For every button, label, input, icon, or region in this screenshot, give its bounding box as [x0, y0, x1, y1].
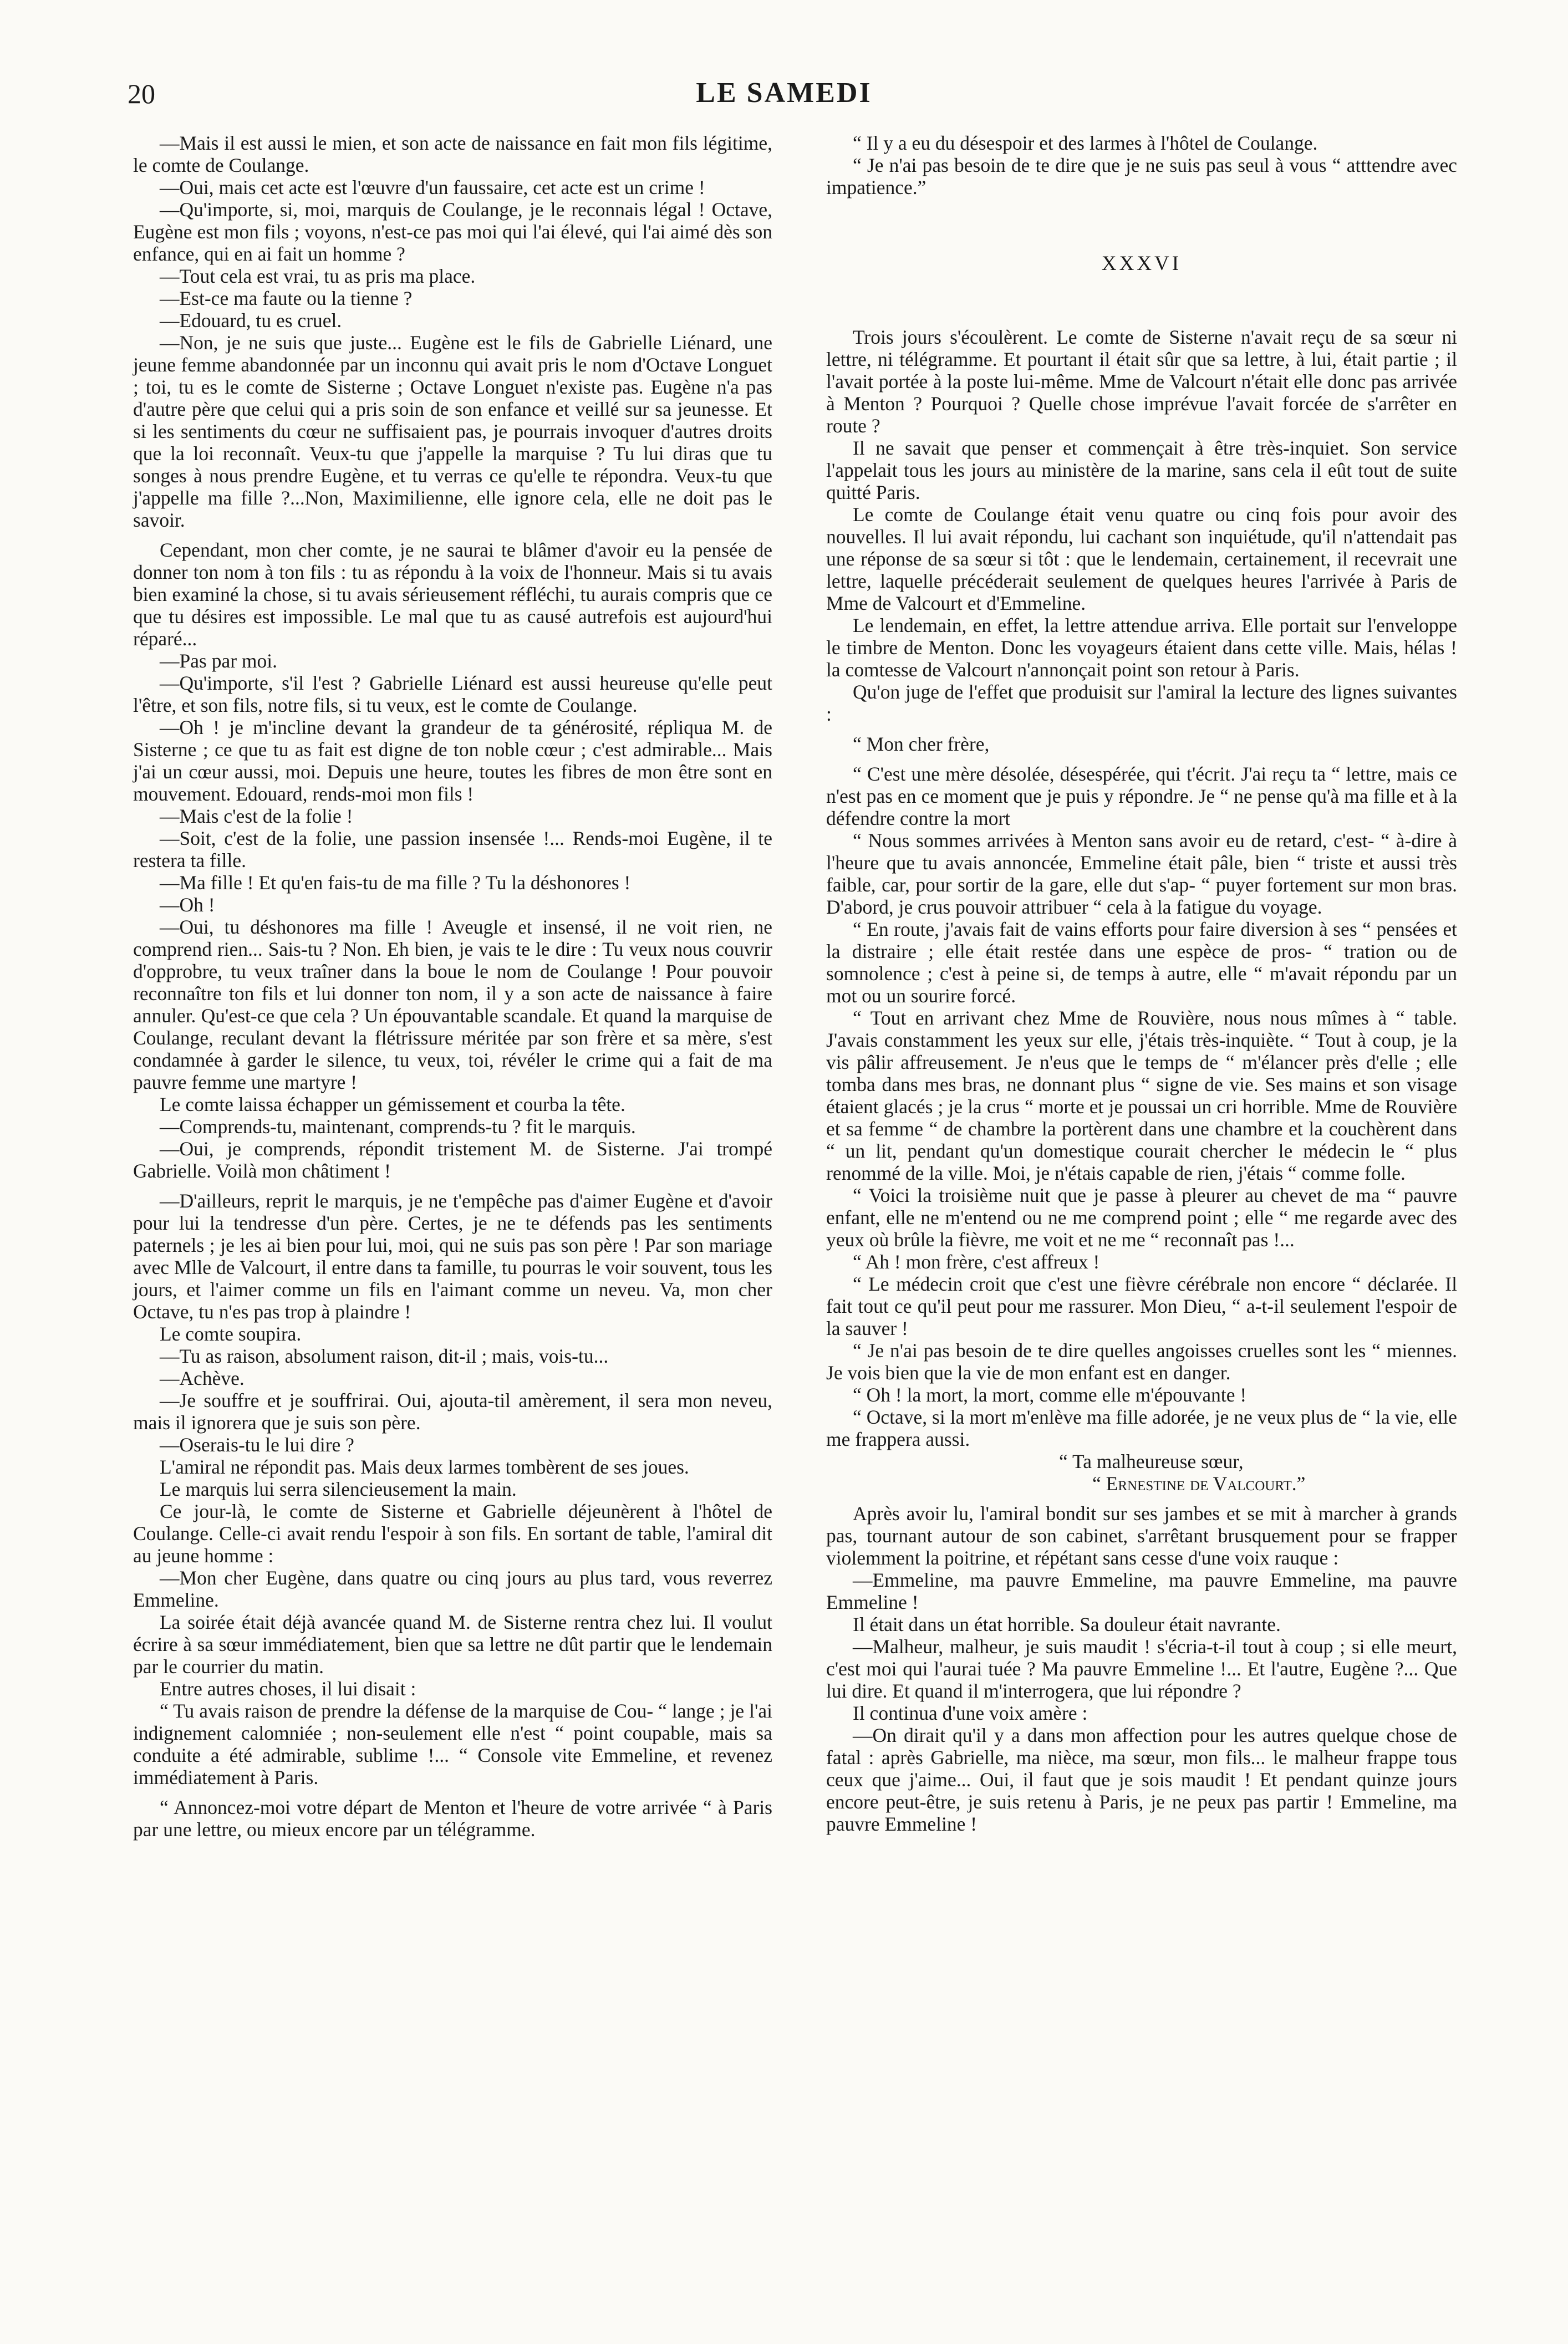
paragraph: —Oh ! je m'incline devant la grandeur de ta générosité, répliqua M. de Sisterne ; ce que tu as fait est digne de ton noble cœur ; c'est admirable... Mais j'ai un cœur aussi, moi. Depuis une heure, toutes les fibres de mon être sont en mouvement. Edouard, rends-moi mon fils ! [133, 716, 772, 805]
paragraph: Le comte laissa échapper un gémissement et courba la tête. [160, 1093, 625, 1115]
letter-paragraph: “ Oh ! la mort, la mort, comme elle m'épouvante ! [853, 1384, 1247, 1406]
chapter-heading: XXXVI [1101, 252, 1182, 275]
paragraph: —Soit, c'est de la folie, une passion insensée !... Rends-moi Eugène, il te restera ta fille. [133, 827, 772, 872]
letter-paragraph: “ Je n'ai pas besoin de te dire que je ne suis pas seul à vous “ atttendre avec impatience.” [826, 154, 1457, 198]
letter-salutation: “ Mon cher frère, [853, 733, 990, 755]
paragraph: Il ne savait que penser et commençait à être très-inquiet. Son service l'appelait tous les jours au ministère de la marine, sans cela il eût tout de suite quitté Paris. [826, 437, 1457, 503]
paragraph: —Achève. [160, 1367, 245, 1389]
paragraph: —Ma fille ! Et qu'en fais-tu de ma fille ? Tu la déshonores ! [160, 872, 631, 894]
paragraph: —On dirait qu'il y a dans mon affection pour les autres quelque chose de fatal : après Gabrielle, ma nièce, ma sœur, mon fils... le malheur frappe tous ceux que j'aime... Oui, il faut que je sois maudit ! Et pendant quinze jours encore peut-être, je suis retenu à Paris, je ne peux pas partir ! Emmeline, ma pauvre Emmeline ! [826, 1724, 1457, 1835]
paragraph: —Mais c'est de la folie ! [160, 805, 353, 827]
running-title: LE SAMEDI [696, 77, 872, 109]
right-column [826, 132, 1457, 1835]
letter-paragraph: “ Annoncez-moi votre départ de Menton et l'heure de votre arrivée “ à Paris par une lettre, ou mieux encore par un télégramme. [133, 1796, 772, 1841]
paragraph: —D'ailleurs, reprit le marquis, je ne t'empêche pas d'aimer Eugène et d'avoir pour lui la tendresse d'un père. Certes, je ne te défends pas les sentiments paternels ; je les ai bien pour lui, moi, qui ne suis pas son père ! Par son mariage avec Mlle de Valcourt, il entre dans ta famille, tu pourras le voir souvent, tous les jours, et l'aimer comme un fils en l'aimant comme un neveu. Va, mon cher Octave, tu n'es pas trop à plaindre ! [133, 1190, 772, 1323]
paragraph: —Tu as raison, absolument raison, dit-il ; mais, vois-tu... [160, 1345, 609, 1367]
paragraph: —Oui, mais cet acte est l'œuvre d'un faussaire, cet acte est un crime ! [160, 176, 705, 198]
left-column [133, 132, 772, 1841]
paragraph: —Qu'importe, s'il l'est ? Gabrielle Liénard est aussi heureuse qu'elle peut l'être, et son fils, notre fils, si tu veux, est le comte de Coulange. [133, 672, 772, 716]
page-number: 20 [128, 78, 155, 109]
letter-signature: “ Ernestine de Valcourt.” [1092, 1472, 1306, 1495]
letter-paragraph: “ Le médecin croit que c'est une fièvre cérébrale non encore “ déclarée. Il fait tout ce qu'il peut pour me rassurer. Mon Dieu, “ a-t-il seulement l'espoir de la sauver ! [826, 1273, 1457, 1339]
letter-closing: “ Ta malheureuse sœur, [1059, 1450, 1244, 1472]
paragraph: Qu'on juge de l'effet que produisit sur l'amiral la lecture des lignes suivantes : [826, 681, 1457, 725]
paragraph: Cependant, mon cher comte, je ne saurai te blâmer d'avoir eu la pensée de donner ton nom à ton fils : tu as répondu à la voix de l'honneur. Mais si tu avais bien examiné la chose, si tu avais sérieusement réfléchi, tu aurais compris que ce que tu désires est impossible. Le mal que tu as causé autrefois est aujourd'hui réparé... [133, 539, 772, 650]
paragraph: —Tout cela est vrai, tu as pris ma place. [160, 265, 476, 287]
letter-paragraph: “ Il y a eu du désespoir et des larmes à l'hôtel de Coulange. [853, 132, 1318, 154]
paragraph: La soirée était déjà avancée quand M. de Sisterne rentra chez lui. Il voulut écrire à sa sœur immédiatement, bien que sa lettre ne dût partir que le lendemain par le courrier du matin. [133, 1611, 772, 1678]
letter-paragraph: “ Voici la troisième nuit que je passe à pleurer au chevet de ma “ pauvre enfant, elle ne m'entend ou ne me comprend point ; elle “ me regarde avec des yeux où brûle la fièvre, me voit et ne me “ reconnaît pas !... [826, 1184, 1457, 1251]
letter-paragraph: “ Je n'ai pas besoin de te dire quelles angoisses cruelles sont les “ miennes. Je vois bien que la vie de mon enfant est en danger. [826, 1339, 1457, 1384]
letter-paragraph: “ En route, j'avais fait de vains efforts pour faire diversion à ses “ pensées et la distraire ; elle était restée dans une espèce de pros- “ tration ou de somnolence ; c'est à peine si, de temps à autre, elle “ m'avait répondu par un mot ou un sourire forcé. [826, 918, 1457, 1007]
letter-paragraph: “ Tu avais raison de prendre la défense de la marquise de Cou- “ lange ; je l'ai indignement calomniée ; non-seulement elle n'est “ point coupable, mais sa conduite a été admirable, sublime !... “ Console vite Emmeline, et revenez immédiatement à Paris. [133, 1700, 772, 1788]
letter-paragraph: “ Octave, si la mort m'enlève ma fille adorée, je ne veux plus de “ la vie, elle me frappera aussi. [826, 1406, 1457, 1450]
paragraph: —Est-ce ma faute ou la tienne ? [160, 287, 413, 309]
paragraph: —Non, je ne suis que juste... Eugène est le fils de Gabrielle Liénard, une jeune femme abandonnée par un inconnu qui avait pris le nom d'Octave Longuet ; toi, tu es le comte de Sisterne ; Octave Longuet n'existe pas. Eugène n'a pas d'autre père que celui qui a pris soin de son enfance et veillé sur sa jeunesse. Et si les sentiments du cœur ne suffisaient pas, je pourrais invoquer d'autres droits que la loi reconnaît. Veux-tu que j'appelle la marquise ? Tu lui diras que tu songes à nous prendre Eugène, et tu verras ce qu'elle te répondra. Veux-tu que j'appelle ma fille ?...Non, Maximilienne, elle ignore cela, elle ne doit pas le savoir. [133, 332, 772, 531]
paragraph: L'amiral ne répondit pas. Mais deux larmes tombèrent de ses joues. [160, 1456, 689, 1478]
paragraph: —Pas par moi. [160, 650, 277, 672]
paragraph: —Oui, tu déshonores ma fille ! Aveugle et insensé, il ne voit rien, ne comprend rien... Sais-tu ? Non. Eh bien, je vais te le dire : Tu veux nous couvrir d'opprobre, tu veux traîner dans la boue le nom de Coulange ! Pour pouvoir reconnaître ton fils et lui donner ton nom, il y a son acte de naissance à faire annuler. Qu'est-ce que cela ? Un épouvantable scandale. Et quand la marquise de Coulange, reculant devant la flétrissure méritée par son frère et sa mère, s'est condamnée à garder le silence, tu veux, toi, révéler le crime qui a fait de ma pauvre femme une martyre ! [133, 916, 772, 1093]
paragraph: —Je souffre et je souffrirai. Oui, ajouta-til amèrement, il sera mon neveu, mais il ignorera que je suis son père. [133, 1389, 772, 1434]
paragraph: —Comprends-tu, maintenant, comprends-tu ? fit le marquis. [160, 1115, 636, 1138]
paragraph: —Qu'importe, si, moi, marquis de Coulange, je le reconnais légal ! Octave, Eugène est mon fils ; voyons, n'est-ce pas moi qui l'ai élevé, qui l'ai aimé dès son enfance, qui en ai fait un homme ? [133, 198, 772, 265]
paragraph: —Oh ! [160, 894, 215, 916]
paragraph: Après avoir lu, l'amiral bondit sur ses jambes et se mit à marcher à grands pas, tournant autour de son cabinet, s'arrêtant brusquement pour se frapper violemment la poitrine, et répétant sans cesse d'une voix rauque : [826, 1502, 1457, 1569]
paragraph: —Mon cher Eugène, dans quatre ou cinq jours au plus tard, vous reverrez Emmeline. [133, 1567, 772, 1611]
letter-paragraph: “ Tout en arrivant chez Mme de Rouvière, nous nous mîmes à “ table. J'avais constamment les yeux sur elle, j'étais très-inquiète. “ Tout à coup, je la vis pâlir affreusement. Je n'eus que le temps de “ m'élancer près d'elle ; elle tomba dans mes bras, ne donnant plus “ signe de vie. Ses mains et son visage étaient glacés ; je la crus “ morte et je poussai un cri horrible. Mme de Rouvière et sa femme “ de chambre la portèrent dans une chambre et la couchèrent dans “ un lit, pendant qu'un domestique courait chercher le médecin le “ plus renommé de la ville. Moi, je n'étais capable de rien, j'étais “ comme folle. [826, 1007, 1457, 1184]
paragraph: Il continua d'une voix amère : [853, 1702, 1088, 1724]
paragraph: Ce jour-là, le comte de Sisterne et Gabrielle déjeunèrent à l'hôtel de Coulange. Celle-ci avait rendu l'espoir à son fils. En sortant de table, l'amiral dit au jeune homme : [133, 1500, 772, 1567]
paragraph: Trois jours s'écoulèrent. Le comte de Sisterne n'avait reçu de sa sœur ni lettre, ni télégramme. Et pourtant il était sûr que sa lettre, à lui, était partie ; il l'avait portée à la poste lui-même. Mme de Valcourt n'était elle donc pas arrivée à Menton ? Pourquoi ? Quelle chose imprévue l'avait forcée de s'arrêter en route ? [826, 326, 1457, 437]
letter-paragraph: “ Ah ! mon frère, c'est affreux ! [853, 1251, 1100, 1273]
paragraph: —Oserais-tu le lui dire ? [160, 1434, 354, 1456]
paragraph: Il était dans un état horrible. Sa douleur était navrante. [853, 1613, 1281, 1635]
paragraph: Entre autres choses, il lui disait : [160, 1678, 416, 1700]
paragraph: —Edouard, tu es cruel. [160, 309, 342, 332]
paragraph: Le comte soupira. [160, 1323, 302, 1345]
paragraph: —Malheur, malheur, je suis maudit ! s'écria-t-il tout à coup ; si elle meurt, c'est moi qui l'aurai tuée ? Ma pauvre Emmeline !... Et l'autre, Eugène ?... Que lui dire. Et quand il m'interrogera, que lui répondre ? [826, 1635, 1457, 1702]
paragraph: Le marquis lui serra silencieusement la main. [160, 1478, 517, 1500]
paragraph: —Oui, je comprends, répondit tristement M. de Sisterne. J'ai trompé Gabrielle. Voilà mon châtiment ! [133, 1138, 772, 1182]
letter-paragraph: “ Nous sommes arrivées à Menton sans avoir eu de retard, c'est- “ à-dire à l'heure que tu avais annoncée, Emmeline était pâle, bien “ triste et aussi très faible, car, pour sortir de la gare, elle dut s'ap- “ puyer fortement sur mon bras. D'abord, je crus pouvoir attribuer “ cela à la fatigue du voyage. [826, 829, 1457, 918]
paragraph: —Mais il est aussi le mien, et son acte de naissance en fait mon fils légitime, le comte de Coulange. [133, 132, 772, 176]
paragraph: Le comte de Coulange était venu quatre ou cinq fois pour avoir des nouvelles. Il lui avait répondu, lui cachant son inquiétude, qu'il n'attendait pas une réponse de sa sœur si tôt : que le lendemain, certainement, il recevrait une lettre, laquelle précéderait seulement de quelques heures l'arrivée à Paris de Mme de Valcourt et d'Emmeline. [826, 503, 1457, 614]
paragraph: —Emmeline, ma pauvre Emmeline, ma pauvre Emmeline, ma pauvre Emmeline ! [826, 1569, 1457, 1613]
paragraph: Le lendemain, en effet, la lettre attendue arriva. Elle portait sur l'enveloppe le timbre de Menton. Donc les voyageurs étaient dans cette ville. Mais, hélas ! la comtesse de Valcourt n'annonçait point son retour à Paris. [826, 614, 1457, 681]
letter-paragraph: “ C'est une mère désolée, désespérée, qui t'écrit. J'ai reçu ta “ lettre, mais ce n'est pas en ce moment que je puis y répondre. Je “ ne pense qu'à ma fille et à la défendre contre la mort [826, 763, 1457, 829]
